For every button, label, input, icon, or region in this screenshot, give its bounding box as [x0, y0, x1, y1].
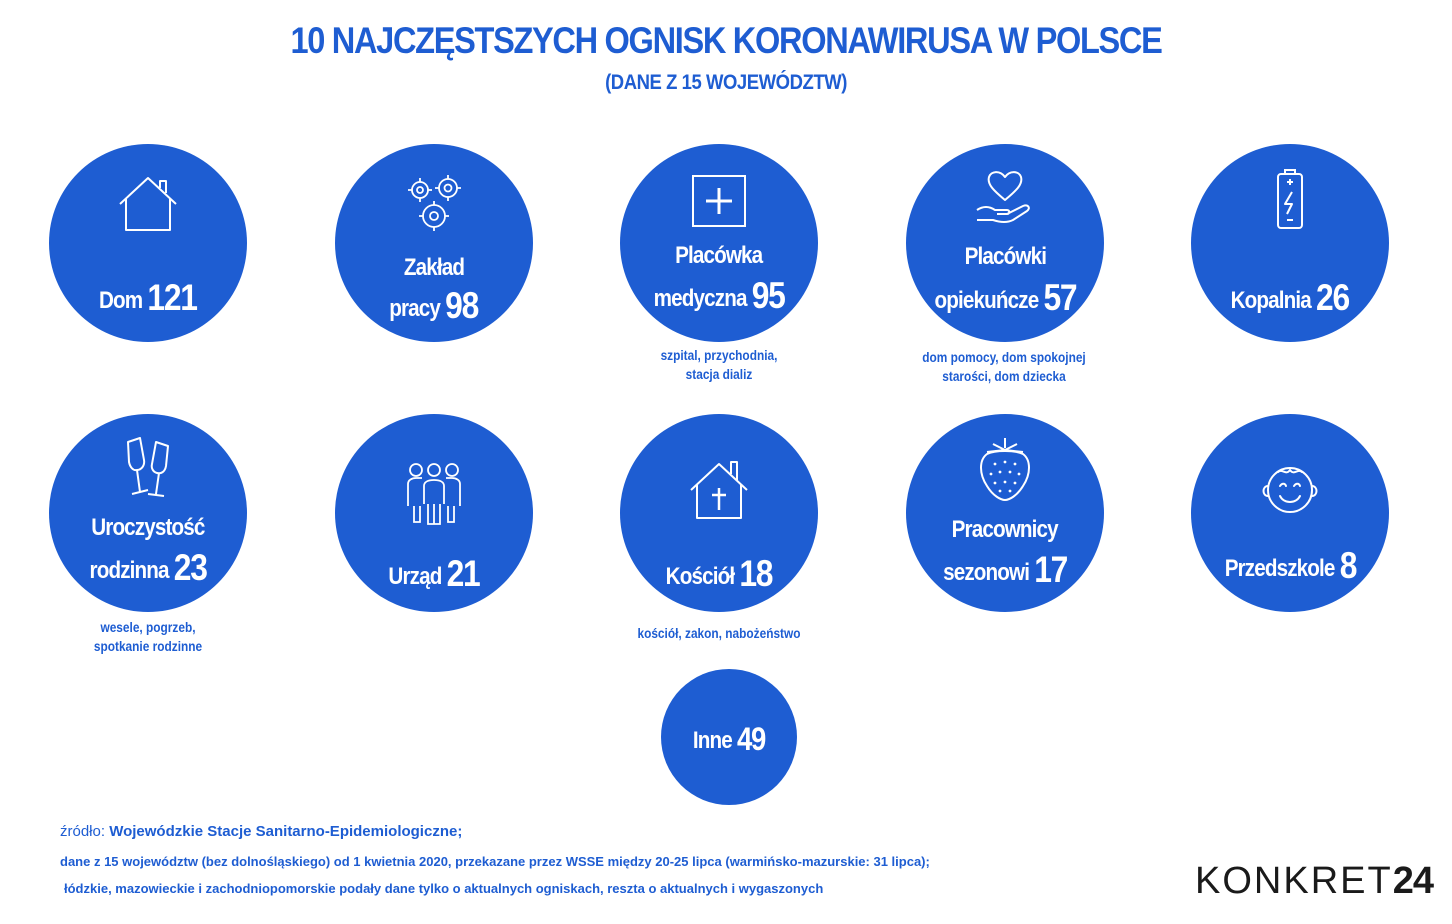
category-note: wesele, pogrzeb, spotkanie rodzinne [93, 620, 203, 654]
people-icon [335, 460, 533, 530]
page-title: 10 NAJCZĘSTSZYCH OGNISK KORONAWIRUSA W POLSCE [290, 20, 1162, 61]
category-label-line1: Placówka [675, 242, 763, 269]
category-label-line2: rodzinna 23 [89, 547, 207, 588]
category-label-line1: Uroczystość [91, 514, 205, 541]
category-urzad [335, 414, 533, 612]
category-label-line2: pracy 98 [389, 285, 479, 326]
category-przedszkole [1191, 414, 1389, 612]
category-pracownicy-sezonowi [906, 414, 1104, 612]
page-subtitle: (DANE Z 15 WOJEWÓDZTW) [605, 71, 847, 94]
church-icon [620, 458, 818, 522]
category-zaklad-pracy [335, 144, 533, 342]
category-placowka-medyczna [620, 144, 818, 342]
heart-hand-icon [906, 166, 1104, 230]
category-kopalnia [1191, 144, 1389, 342]
category-label-line1: Pracownicy [951, 516, 1059, 543]
strawberry-icon [906, 434, 1104, 504]
category-label-line2: medyczna 95 [653, 275, 785, 316]
house-icon [49, 172, 247, 236]
child-face-icon [1191, 458, 1389, 522]
category-label: Inne 49 [692, 721, 766, 757]
category-inne [661, 669, 797, 805]
footer-note-2: łódzkie, mazowieckie i zachodniopomorskie podały dane tylko o aktualnych ogniskach, reszta o aktualnych i wygaszonych [64, 881, 824, 896]
category-label: Przedszkole 8 [1224, 545, 1356, 586]
category-label: Urząd 21 [388, 553, 480, 594]
category-label-line1: Placówki [964, 243, 1046, 270]
category-label: Dom 121 [99, 277, 197, 318]
konkret24-logo: KONKRET24 [1195, 860, 1433, 902]
gears-icon [335, 172, 533, 236]
category-label-line2: sezonowi 17 [942, 549, 1067, 590]
category-note: szpital, przychodnia, stacja dializ [660, 348, 778, 382]
source-line: źródło: Wojewódzkie Stacje Sanitarno-Epidemiologiczne; [60, 823, 463, 840]
category-uroczystosc-rodzinna [49, 414, 247, 612]
medical-cross-icon [620, 170, 818, 234]
champagne-glasses-icon [49, 434, 247, 504]
battery-icon [1191, 168, 1389, 232]
category-kosciol [620, 414, 818, 612]
category-label: Kopalnia 26 [1230, 277, 1350, 318]
category-label: Kościół 18 [665, 553, 773, 594]
category-label-line2: opiekuńcze 57 [934, 277, 1076, 318]
category-note: dom pomocy, dom spokojnej starości, dom dziecka [922, 350, 1086, 384]
category-label-line1: Zakład [403, 254, 465, 281]
category-dom [49, 144, 247, 342]
category-note: kościół, zakon, nabożeństwo [637, 626, 801, 641]
footer-note-1: dane z 15 województw (bez dolnośląskiego) od 1 kwietnia 2020, przekazane przez WSSE między 20-25 lipca (warmińsko-mazurskie: 31 lipca); [60, 854, 930, 869]
category-placowki-opiekuncze [906, 144, 1104, 342]
